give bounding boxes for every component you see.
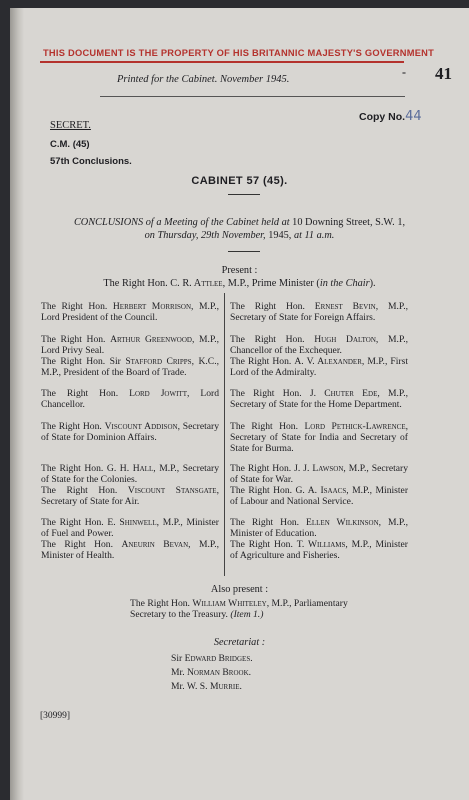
document-page bbox=[10, 8, 469, 800]
member-name: Viscount Addison bbox=[104, 421, 178, 432]
member-name: A. V. Alexander bbox=[294, 356, 362, 367]
secretariat-entry: Mr. W. S. Murrie. bbox=[171, 681, 242, 692]
present-label: Present : bbox=[221, 265, 258, 276]
also-present-entry: The Right Hon. William Whiteley, M.P., Parliamentary Secretary to the Treasury. (Item 1.) bbox=[130, 598, 348, 620]
conclusions-number: 57th Conclusions. bbox=[50, 156, 132, 167]
member-name: Arthur Greenwood bbox=[110, 334, 192, 345]
classification-label: SECRET. bbox=[50, 120, 91, 131]
member-name: Stafford Cripps bbox=[125, 356, 192, 367]
member-name: Ernest Bevin bbox=[314, 301, 376, 312]
member-entry: The Right Hon. Viscount Stansgate, Secretary of State for Air. bbox=[41, 485, 219, 507]
meeting-time: at 11 a.m. bbox=[293, 230, 335, 241]
cm-number: C.M. (45) bbox=[50, 139, 90, 150]
member-name: Lord Pethick-Lawrence bbox=[304, 421, 406, 432]
meeting-rule bbox=[228, 251, 260, 252]
member-entry: The Right Hon. Hugh Dalton, M.P., Chancellor of the Exchequer. bbox=[230, 334, 409, 356]
page-binding-edge bbox=[10, 8, 24, 800]
chair-note: in the Chair bbox=[319, 278, 370, 289]
secretariat-entry: Mr. Norman Brook. bbox=[171, 667, 252, 678]
member-entry: The Right Hon. T. Williams, M.P., Minister of Agriculture and Fisheries. bbox=[230, 539, 408, 561]
member-name: G. A. Isaacs bbox=[295, 485, 347, 496]
member-entry: The Right Hon. Lord Jowitt, Lord Chancellor. bbox=[41, 388, 219, 410]
printed-for-line: Printed for the Cabinet. November 1945. bbox=[117, 74, 290, 85]
property-underline bbox=[40, 61, 404, 63]
member-name: William Whiteley bbox=[192, 598, 267, 609]
cabinet-title: CABINET 57 (45). bbox=[191, 175, 288, 187]
member-entry: The Right Hon. Ernest Bevin, M.P., Secretary of State for Foreign Affairs. bbox=[230, 301, 409, 323]
meeting-line-2 bbox=[10, 230, 469, 241]
member-name: Lord Jowitt bbox=[129, 388, 187, 399]
copy-number bbox=[359, 109, 422, 124]
member-entry: The Right Hon. J. Chuter Ede, M.P., Secretary of State for the Home Department. bbox=[230, 388, 408, 410]
page-number: 41 bbox=[435, 64, 452, 83]
member-entry: The Right Hon. Sir Stafford Cripps, K.C., M.P., President of the Board of Trade. bbox=[41, 356, 219, 378]
header-rule bbox=[100, 96, 405, 97]
member-name: E. Shinwell bbox=[107, 517, 157, 528]
member-entry: The Right Hon. G. A. Isaacs, M.P., Minister of Labour and National Service. bbox=[230, 485, 409, 507]
also-present-label: Also present : bbox=[210, 584, 269, 595]
prime-minister-name: C. R. Attlee bbox=[170, 278, 223, 289]
member-entry: The Right Hon. A. V. Alexander, M.P., First Lord of the Admiralty. bbox=[230, 356, 409, 378]
meeting-place: 10 Downing Street, S.W. 1, bbox=[292, 217, 406, 228]
member-name: Herbert Morrison bbox=[112, 301, 192, 312]
copy-label: Copy No. bbox=[359, 111, 406, 123]
member-entry: The Right Hon. Ellen Wilkinson, M.P., Minister of Education. bbox=[230, 517, 409, 539]
member-entry: The Right Hon. Arthur Greenwood, M.P., Lord Privy Seal. bbox=[41, 334, 220, 356]
member-name: Viscount Stansgate bbox=[127, 485, 217, 496]
member-entry: The Right Hon. Herbert Morrison, M.P., Lord President of the Council. bbox=[41, 301, 220, 323]
secretariat-label: Secretariat : bbox=[213, 637, 266, 648]
member-name: Hugh Dalton bbox=[314, 334, 376, 345]
meeting-line-1 bbox=[10, 217, 469, 228]
meeting-year: 1945, bbox=[268, 230, 292, 241]
member-name: Aneurin Bevan bbox=[121, 539, 189, 550]
member-entry: The Right Hon. G. H. Hall, M.P., Secretary of State for the Colonies. bbox=[41, 463, 219, 485]
meeting-date: on Thursday, 29th November, bbox=[144, 230, 266, 241]
prime-minister-line: The Right Hon. C. R. Attlee, M.P., Prime Minister (in the Chair). bbox=[103, 278, 376, 289]
meeting-lead: CONCLUSIONS of a Meeting of the Cabinet held at bbox=[73, 217, 290, 228]
member-name: G. H. Hall bbox=[106, 463, 154, 474]
member-name: J. Chuter Ede bbox=[309, 388, 378, 399]
copy-number-handwritten: 44 bbox=[405, 109, 422, 124]
item-note: (Item 1.) bbox=[230, 609, 264, 620]
title-rule bbox=[228, 194, 260, 195]
print-reference: [30999] bbox=[40, 711, 71, 721]
member-entry: The Right Hon. E. Shinwell, M.P., Minister of Fuel and Power. bbox=[41, 517, 219, 539]
member-entry: The Right Hon. Aneurin Bevan, M.P., Minister of Health. bbox=[41, 539, 219, 561]
column-divider bbox=[224, 293, 225, 576]
secretariat-entry: Sir Edward Bridges. bbox=[171, 653, 253, 664]
header-dash: - bbox=[402, 65, 406, 79]
member-entry: The Right Hon. J. J. Lawson, M.P., Secretary of State for War. bbox=[230, 463, 408, 485]
property-notice: THIS DOCUMENT IS THE PROPERTY OF HIS BRITANNIC MAJESTY'S GOVERNMENT bbox=[43, 48, 435, 58]
member-entry: The Right Hon. Viscount Addison, Secretary of State for Dominion Affairs. bbox=[41, 421, 219, 443]
member-name: T. Williams bbox=[296, 539, 346, 550]
member-name: Ellen Wilkinson bbox=[306, 517, 379, 528]
member-entry: The Right Hon. Lord Pethick-Lawrence, Secretary of State for India and Secretary of State for Burma. bbox=[230, 421, 409, 454]
member-name: J. J. Lawson bbox=[294, 463, 344, 474]
